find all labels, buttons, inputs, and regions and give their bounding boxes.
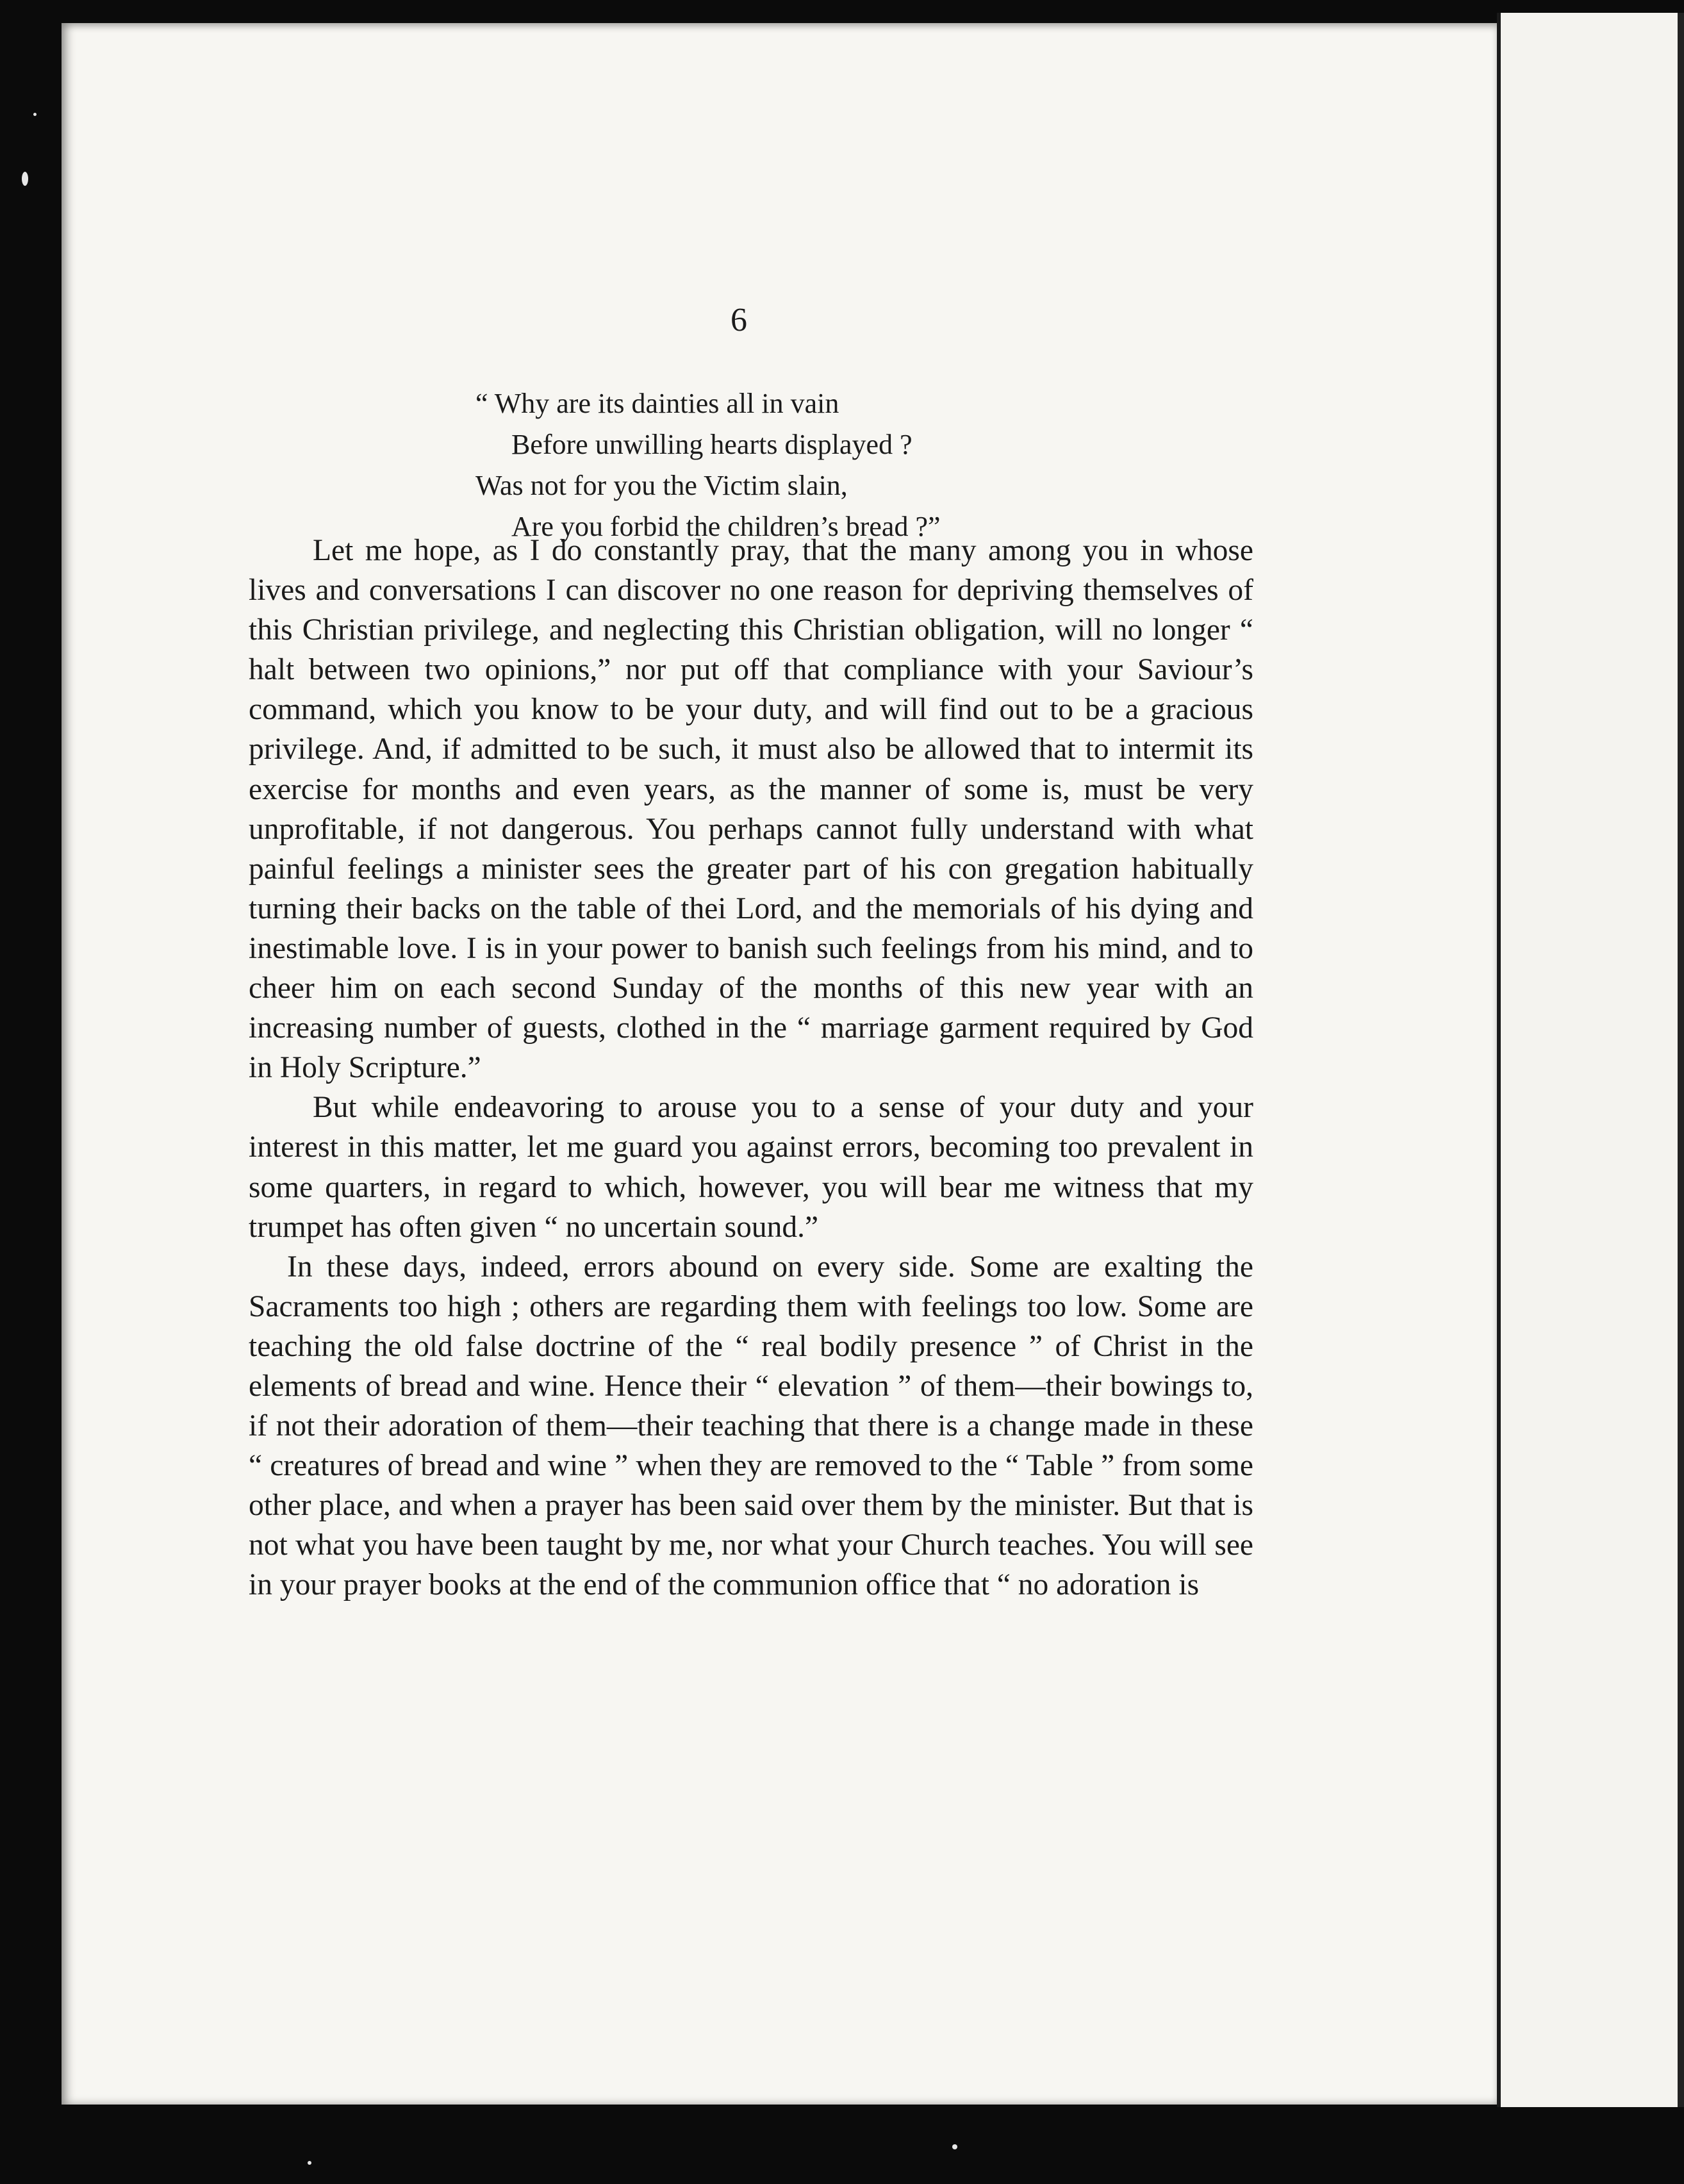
body-text xyxy=(249,531,1253,1605)
poem-line: Before unwilling hearts displayed ? xyxy=(511,429,912,460)
poem-line: “ Why are its dainties all in vain xyxy=(475,388,839,419)
paragraph: Let me hope, as I do constantly pray, that the many among you in whose lives and conversations I can discover no one reason for depriving themselves of this Christian privilege, and neglecting this Christian obligation, will no longer “ halt between two opinions,” nor put off that compliance with your Saviour’s command, which you know to be your duty, and will find out to be a gracious privilege. And, if admitted to be such, it must also be allowed that to intermit its exercise for months and even years, as the manner of some is, must be very unprofitable, if not dangerous. You perhaps cannot fully understand with what painful feelings a minister sees the greater part of his con gregation habitually turning their backs on the table of thei Lord, and the memorials of his dying and inestimable love. I is in your power to banish such feelings from his mind, and to cheer him on each second Sunday of the months of this new year with an increasing number of guests, clothed in the “ marriage garment required by God in Holy Scripture.” xyxy=(249,534,1253,1085)
paragraph: In these days, indeed, errors abound on every side. Some are exalting the Sacraments too high ; others are regarding them with feelings too low. Some are teaching the old false doctrine of the “ real bodily presence ” of Christ in the elements of bread and wine. Hence their “ elevation ” of them—their bowings to, if not their adoration of them—their teaching that there is a change made in these “ creatures of bread and wine ” when they are removed to the “ Table ” from some other place, and when a prayer has been said over them by the minister. But that is not what you have been taught by me, nor what your Church teaches. You will see in your prayer books at the end of the communion office that “ no adoration is xyxy=(249,1250,1253,1602)
poem-line: Was not for you the Victim slain, xyxy=(475,470,848,501)
page-fold-line xyxy=(1497,13,1501,2107)
page-number: 6 xyxy=(731,302,747,338)
poem-line: Are you forbid the children’s bread ?” xyxy=(511,511,941,542)
paragraph: But while endeavoring to arouse you to a sense of your duty and your interest in this matter, let me guard you against errors, becoming too prevalent in some quarters, in regard to which, however, you will bear me witness that my trumpet has often given “ no uncertain sound.” xyxy=(249,1091,1253,1244)
scan-speck xyxy=(33,113,37,116)
poem-stanza xyxy=(475,383,1244,547)
facing-page-edge xyxy=(1497,13,1684,2107)
scan-speck xyxy=(308,2161,311,2165)
page-edge-shadow xyxy=(1678,13,1684,2107)
scan-speck xyxy=(952,2144,957,2149)
scan-speck xyxy=(22,172,28,186)
